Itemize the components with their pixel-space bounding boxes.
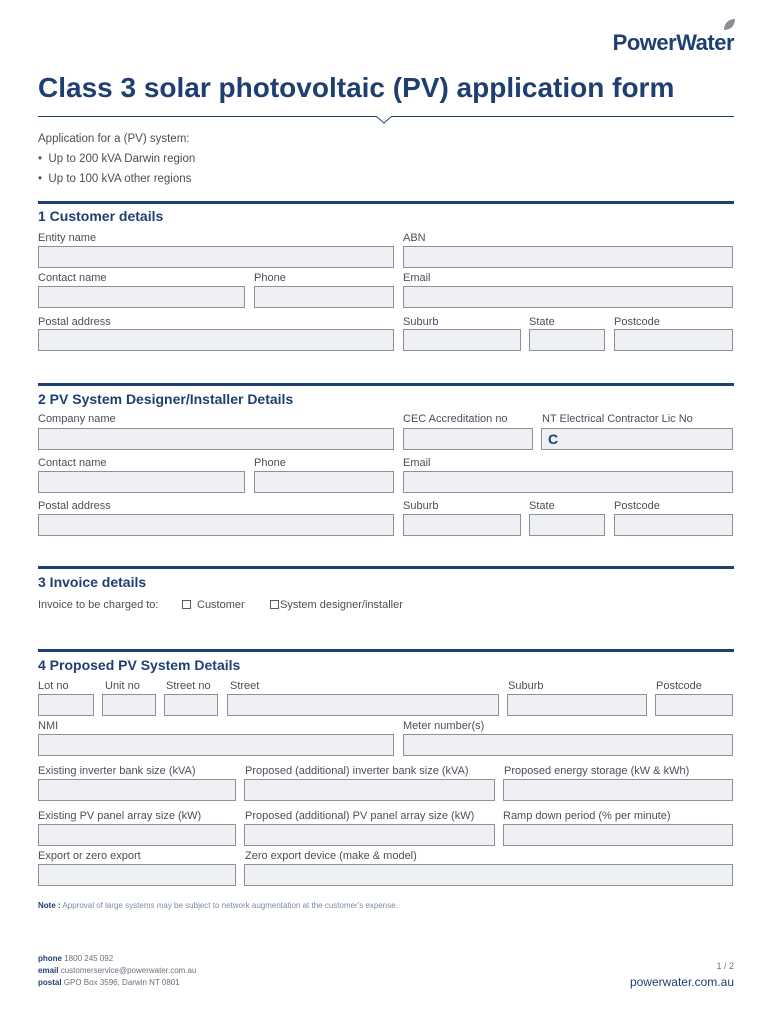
contact-name-label: Contact name — [38, 272, 107, 284]
nt-lic-input[interactable] — [541, 428, 733, 450]
designer-checkbox[interactable] — [270, 600, 279, 609]
postal-address-input[interactable] — [38, 329, 394, 351]
existing-inverter-label: Existing inverter bank size (kVA) — [38, 765, 196, 777]
postal-address-input[interactable] — [38, 514, 394, 536]
ramp-down-label: Ramp down period (% per minute) — [503, 810, 671, 822]
abn-input[interactable] — [403, 246, 733, 268]
meter-input[interactable] — [403, 734, 733, 756]
state-input[interactable] — [529, 329, 605, 351]
brand-logo — [613, 30, 734, 56]
lot-no-label: Lot no — [38, 680, 69, 692]
postal-address-label: Postal address — [38, 500, 111, 512]
nt-lic-label: NT Electrical Contractor Lic No — [542, 413, 693, 425]
proposed-pv-input[interactable] — [244, 824, 495, 846]
phone-input[interactable] — [254, 471, 394, 493]
intro-bullet: • Up to 200 kVA Darwin region — [38, 153, 196, 165]
postcode-input[interactable] — [614, 329, 733, 351]
suburb-input[interactable] — [403, 329, 521, 351]
nmi-input[interactable] — [38, 734, 394, 756]
contact-name-label: Contact name — [38, 457, 107, 469]
postcode-input[interactable] — [614, 514, 733, 536]
email-label: Email — [403, 457, 431, 469]
section-divider — [38, 201, 734, 204]
existing-pv-label: Existing PV panel array size (kW) — [38, 810, 202, 822]
suburb-input[interactable] — [507, 694, 647, 716]
company-name-label: Company name — [38, 413, 116, 425]
customer-option-label: Customer — [197, 599, 245, 611]
page-number: 1 / 2 — [716, 961, 734, 971]
brand-name: PowerWater — [612, 30, 734, 55]
charged-to-label: Invoice to be charged to: — [38, 599, 159, 611]
existing-inverter-input[interactable] — [38, 779, 236, 801]
designer-option-label: System designer/installer — [280, 599, 403, 611]
state-label: State — [529, 500, 555, 512]
divider-notch-icon — [376, 116, 392, 125]
footer-phone: phone 1800 245 092 — [38, 954, 114, 963]
phone-input[interactable] — [254, 286, 394, 308]
suburb-label: Suburb — [403, 500, 439, 512]
postcode-label: Postcode — [656, 680, 702, 692]
street-input[interactable] — [227, 694, 499, 716]
proposed-storage-input[interactable] — [503, 779, 733, 801]
proposed-inverter-input[interactable] — [244, 779, 495, 801]
proposed-inverter-label: Proposed (additional) inverter bank size (kVA) — [245, 765, 469, 777]
page-title: Class 3 solar photovoltaic (PV) application form — [38, 72, 675, 103]
cec-input[interactable] — [403, 428, 533, 450]
entity-name-input[interactable] — [38, 246, 394, 268]
section-title-designer: 2 PV System Designer/Installer Details — [38, 391, 294, 407]
export-input[interactable] — [38, 864, 236, 886]
state-label: State — [529, 316, 555, 328]
section-divider — [38, 566, 734, 569]
lot-no-input[interactable] — [38, 694, 94, 716]
leaf-icon — [722, 18, 736, 32]
company-name-input[interactable] — [38, 428, 394, 450]
footer-postal: postal GPO Box 3596, Darwin NT 0801 — [38, 978, 180, 987]
street-label: Street — [230, 680, 260, 692]
section-divider — [38, 649, 734, 652]
intro-bullet: • Up to 100 kVA other regions — [38, 173, 192, 185]
website-link[interactable]: powerwater.com.au — [629, 975, 734, 989]
email-input[interactable] — [403, 286, 733, 308]
contact-name-input[interactable] — [38, 471, 245, 493]
proposed-storage-label: Proposed energy storage (kW & kWh) — [504, 765, 690, 777]
intro-heading: Application for a (PV) system: — [38, 133, 190, 145]
entity-name-label: Entity name — [38, 232, 97, 244]
export-label: Export or zero export — [38, 850, 141, 862]
section-title-customer: 1 Customer details — [38, 208, 164, 224]
existing-pv-input[interactable] — [38, 824, 236, 846]
contact-name-input[interactable] — [38, 286, 245, 308]
suburb-label: Suburb — [508, 680, 544, 692]
phone-label: Phone — [254, 272, 286, 284]
cec-label: CEC Accreditation no — [403, 413, 508, 425]
state-input[interactable] — [529, 514, 605, 536]
proposed-pv-label: Proposed (additional) PV panel array size (kW) — [245, 810, 475, 822]
footer-email[interactable]: email customerservice@powerwater.com.au — [38, 966, 197, 975]
phone-label: Phone — [254, 457, 286, 469]
suburb-input[interactable] — [403, 514, 521, 536]
postcode-label: Postcode — [614, 500, 660, 512]
nmi-label: NMI — [38, 720, 59, 732]
nt-lic-prefix: C — [548, 431, 559, 447]
postal-address-label: Postal address — [38, 316, 111, 328]
zero-export-device-label: Zero export device (make & model) — [245, 850, 417, 862]
section-title-invoice: 3 Invoice details — [38, 574, 147, 590]
zero-export-device-input[interactable] — [244, 864, 733, 886]
note: Note : Approval of large systems may be subject to network augmentation at the customer's expense. — [38, 901, 398, 910]
customer-checkbox[interactable] — [182, 600, 191, 609]
postcode-input[interactable] — [655, 694, 733, 716]
street-no-input[interactable] — [164, 694, 218, 716]
ramp-down-input[interactable] — [503, 824, 733, 846]
postcode-label: Postcode — [614, 316, 660, 328]
abn-label: ABN — [403, 232, 426, 244]
suburb-label: Suburb — [403, 316, 439, 328]
section-title-proposed: 4 Proposed PV System Details — [38, 657, 241, 673]
email-label: Email — [403, 272, 431, 284]
unit-no-label: Unit no — [105, 680, 140, 692]
street-no-label: Street no — [166, 680, 211, 692]
email-input[interactable] — [403, 471, 733, 493]
section-divider — [38, 383, 734, 386]
unit-no-input[interactable] — [102, 694, 156, 716]
meter-label: Meter number(s) — [403, 720, 485, 732]
